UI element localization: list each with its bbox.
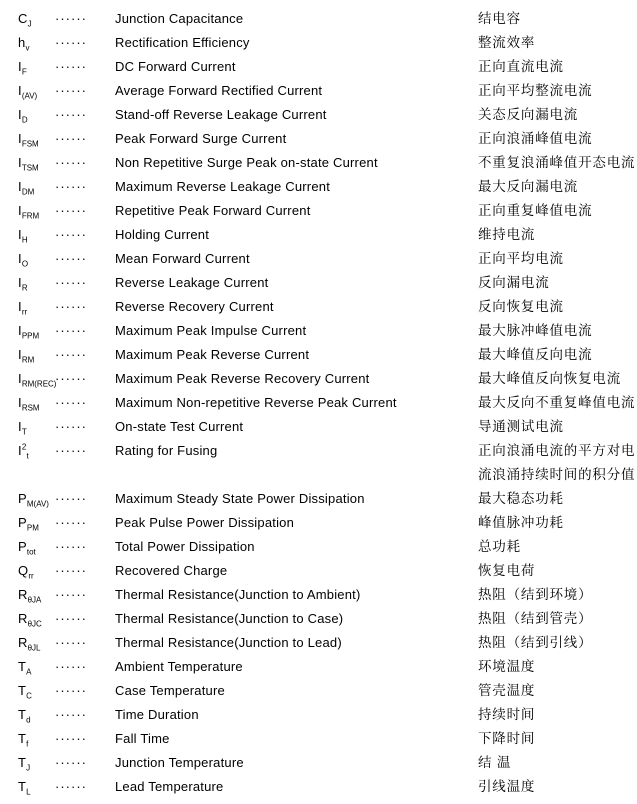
dot-leader: ······	[55, 11, 87, 26]
chinese-term: 管壳温度	[478, 683, 536, 698]
symbol-cell	[18, 31, 29, 55]
chinese-term: 环境温度	[478, 659, 536, 674]
symbol-cell	[18, 415, 27, 439]
dot-leader: ······	[55, 611, 87, 626]
table-row	[0, 343, 637, 367]
symbol-subscript: C	[26, 691, 32, 701]
table-row	[0, 79, 637, 103]
chinese-term: 整流效率	[478, 35, 536, 50]
symbol-cell	[18, 775, 31, 799]
english-term: Maximum Peak Impulse Current	[115, 323, 307, 338]
symbol-main: I	[18, 83, 22, 98]
english-term: Thermal Resistance(Junction to Case)	[115, 611, 344, 626]
english-term: Peak Pulse Power Dissipation	[115, 515, 295, 530]
chinese-term: 最大峰值反向恢复电流	[478, 371, 621, 386]
dot-leader: ······	[55, 371, 87, 386]
symbol-main: I	[18, 107, 22, 122]
symbol-main: I	[18, 323, 22, 338]
table-row	[0, 439, 637, 463]
table-row	[0, 223, 637, 247]
english-term: Case Temperature	[115, 683, 225, 698]
table-row	[0, 319, 637, 343]
english-term: On-state Test Current	[115, 419, 244, 434]
symbol-cell	[18, 7, 32, 31]
chinese-term: 正向平均电流	[478, 251, 564, 266]
symbol-main: I	[18, 131, 22, 146]
symbol-subscript: R	[21, 283, 28, 293]
table-row	[0, 55, 637, 79]
chinese-term: 恢复电荷	[478, 563, 536, 578]
table-row	[0, 775, 637, 799]
table-row	[0, 655, 637, 679]
chinese-term: 最大稳态功耗	[478, 491, 564, 506]
symbol-cell	[18, 343, 34, 367]
symbol-main: I	[18, 371, 22, 386]
symbol-cell	[18, 391, 40, 415]
dot-leader: ······	[55, 491, 87, 506]
dot-leader: ······	[55, 659, 87, 674]
english-term: Rating for Fusing	[115, 443, 218, 458]
chinese-term: 结 温	[478, 755, 512, 770]
english-term: Ambient Temperature	[115, 659, 243, 674]
english-term: Junction Temperature	[115, 755, 244, 770]
symbol-main: Q	[18, 563, 29, 578]
symbol-subscript: FRM	[21, 211, 40, 221]
table-row	[0, 463, 637, 487]
table-row	[0, 559, 637, 583]
symbol-cell	[18, 295, 27, 319]
symbol-main: I	[18, 395, 22, 410]
symbol-cell	[18, 55, 27, 79]
dot-leader: ······	[55, 179, 87, 194]
dot-leader: ······	[55, 683, 87, 698]
table-row	[0, 631, 637, 655]
symbol-main: P	[18, 515, 27, 530]
dot-leader: ······	[55, 755, 87, 770]
english-term: Holding Current	[115, 227, 210, 242]
english-term: Repetitive Peak Forward Current	[115, 203, 311, 218]
dot-leader: ······	[55, 203, 87, 218]
dot-leader: ······	[55, 59, 87, 74]
symbol-cell	[18, 727, 28, 751]
english-term: Non Repetitive Surge Peak on-state Current	[115, 155, 378, 170]
chinese-term: 最大反向漏电流	[478, 179, 579, 194]
symbol-subscript: RM(REC)	[21, 379, 57, 389]
table-row	[0, 751, 637, 775]
english-term: Thermal Resistance(Junction to Ambient)	[115, 587, 361, 602]
english-term: Mean Forward Current	[115, 251, 250, 266]
table-row	[0, 679, 637, 703]
symbol-subscript: PM	[26, 523, 39, 533]
chinese-term: 引线温度	[478, 779, 536, 794]
chinese-term: 热阻（结到环境）	[478, 587, 593, 602]
english-term: Rectification Efficiency	[115, 35, 250, 50]
symbol-main: R	[18, 587, 28, 602]
symbol-main: I	[18, 347, 22, 362]
symbol-cell	[18, 151, 39, 175]
chinese-term: 正向直流电流	[478, 59, 564, 74]
table-row	[0, 367, 637, 391]
table-row	[0, 199, 637, 223]
english-term: Maximum Peak Reverse Current	[115, 347, 310, 362]
symbol-main: T	[18, 659, 27, 674]
table-row	[0, 511, 637, 535]
symbol-subscript: A	[26, 667, 32, 677]
symbol-main: I	[18, 419, 22, 434]
symbol-subscript: TSM	[21, 163, 39, 173]
dot-leader: ······	[55, 779, 87, 794]
symbol-subscript: rr	[21, 307, 28, 317]
symbol-main: R	[18, 635, 28, 650]
table-row	[0, 583, 637, 607]
symbol-subscript: θJL	[27, 643, 41, 653]
chinese-term: 导通测试电流	[478, 419, 564, 434]
symbol-main: I	[18, 275, 22, 290]
symbol-cell	[18, 439, 29, 463]
symbol-cell	[18, 127, 39, 151]
dot-leader: ······	[55, 275, 87, 290]
dot-leader: ······	[55, 587, 87, 602]
symbol-main: C	[18, 11, 28, 26]
chinese-term: 流浪涌持续时间的积分值	[478, 467, 636, 482]
symbol-main: I	[18, 203, 22, 218]
symbol-cell	[18, 79, 37, 103]
symbol-subscript: T	[21, 427, 27, 437]
dot-leader: ······	[55, 731, 87, 746]
dot-leader: ······	[55, 251, 87, 266]
symbol-subscript: J	[26, 763, 31, 773]
dot-leader: ······	[55, 83, 87, 98]
symbol-cell	[18, 175, 34, 199]
symbol-cell	[18, 487, 49, 511]
table-row	[0, 487, 637, 511]
chinese-term: 正向平均整流电流	[478, 83, 593, 98]
symbol-cell	[18, 559, 34, 583]
symbol-main: I	[18, 179, 22, 194]
chinese-term: 正向浪涌电流的平方对电	[478, 443, 636, 458]
symbol-subscript: F	[21, 67, 27, 77]
chinese-term: 持续时间	[478, 707, 536, 722]
dot-leader: ······	[55, 323, 87, 338]
dot-leader: ······	[55, 539, 87, 554]
dot-leader: ······	[55, 707, 87, 722]
chinese-term: 总功耗	[478, 539, 521, 554]
symbol-subscript: (AV)	[21, 91, 38, 101]
symbol-cell	[18, 607, 42, 631]
symbol-subscript: d	[26, 715, 31, 725]
symbol-cell	[18, 535, 36, 559]
symbol-subscript: rr	[28, 571, 34, 581]
table-row	[0, 607, 637, 631]
chinese-term: 反向漏电流	[478, 275, 550, 290]
dot-leader: ······	[55, 347, 87, 362]
symbol-cell	[18, 751, 30, 775]
english-term: Time Duration	[115, 707, 199, 722]
table-row	[0, 127, 637, 151]
symbol-cell	[18, 655, 32, 679]
symbol-main: I	[18, 299, 22, 314]
dot-leader: ······	[55, 131, 87, 146]
symbol-subscript: f	[26, 739, 29, 749]
table-row	[0, 151, 637, 175]
symbol-cell	[18, 247, 28, 271]
symbol-subscript: H	[21, 235, 28, 245]
symbol-subscript: θJC	[27, 619, 42, 629]
chinese-term: 正向浪涌峰值电流	[478, 131, 593, 146]
chinese-term: 结电容	[478, 11, 521, 26]
chinese-term: 不重复浪涌峰值开态电流	[478, 155, 636, 170]
symbol-main: I	[18, 59, 22, 74]
symbol-main: P	[18, 539, 27, 554]
symbol-cell	[18, 511, 39, 535]
table-row	[0, 175, 637, 199]
dot-leader: ······	[55, 107, 87, 122]
table-row	[0, 295, 637, 319]
english-term: Recovered Charge	[115, 563, 228, 578]
symbol-main: T	[18, 731, 27, 746]
symbol-main: T	[18, 755, 27, 770]
english-term: Stand-off Reverse Leakage Current	[115, 107, 327, 122]
symbol-subscript: FSM	[21, 139, 39, 149]
table-row	[0, 271, 637, 295]
dot-leader: ······	[55, 443, 87, 458]
english-term: Reverse Recovery Current	[115, 299, 274, 314]
symbol-main: T	[18, 683, 27, 698]
symbol-subscript: PPM	[21, 331, 40, 341]
symbol-cell	[18, 199, 39, 223]
english-term: Maximum Peak Reverse Recovery Current	[115, 371, 370, 386]
dot-leader: ······	[55, 395, 87, 410]
symbol-subscript: M(AV)	[26, 499, 49, 509]
english-term: DC Forward Current	[115, 59, 236, 74]
symbol-cell	[18, 367, 56, 391]
chinese-term: 正向重复峰值电流	[478, 203, 593, 218]
symbol-superscript: 2	[21, 442, 27, 452]
table-row	[0, 391, 637, 415]
chinese-term: 最大反向不重复峰值电流	[478, 395, 636, 410]
symbol-main: T	[18, 779, 27, 794]
dot-leader: ······	[55, 563, 87, 578]
english-term: Maximum Steady State Power Dissipation	[115, 491, 365, 506]
symbol-subscript: θJA	[27, 595, 42, 605]
symbol-main: I	[18, 227, 22, 242]
chinese-term: 反向恢复电流	[478, 299, 564, 314]
chinese-term: 最大峰值反向电流	[478, 347, 593, 362]
symbol-subscript: t	[26, 451, 29, 461]
dot-leader: ······	[55, 227, 87, 242]
table-row	[0, 727, 637, 751]
dot-leader: ······	[55, 635, 87, 650]
dot-leader: ······	[55, 419, 87, 434]
symbol-subscript: RM	[21, 355, 35, 365]
symbol-subscript: DM	[21, 187, 35, 197]
table-row	[0, 31, 637, 55]
english-term: Total Power Dissipation	[115, 539, 255, 554]
dot-leader: ······	[55, 515, 87, 530]
symbol-cell	[18, 583, 41, 607]
english-term: Peak Forward Surge Current	[115, 131, 287, 146]
table-row	[0, 415, 637, 439]
symbol-main: I	[18, 443, 22, 458]
symbol-main: R	[18, 611, 28, 626]
english-term: Fall Time	[115, 731, 170, 746]
table-row	[0, 535, 637, 559]
dot-leader: ······	[55, 155, 87, 170]
symbol-main: P	[18, 491, 27, 506]
dot-leader: ······	[55, 299, 87, 314]
symbol-main: I	[18, 251, 22, 266]
symbol-cell	[18, 223, 28, 247]
symbol-subscript: RSM	[21, 403, 40, 413]
table-row	[0, 103, 637, 127]
english-term: Average Forward Rectified Current	[115, 83, 323, 98]
chinese-term: 下降时间	[478, 731, 536, 746]
english-term: Thermal Resistance(Junction to Lead)	[115, 635, 342, 650]
chinese-term: 热阻（结到管壳）	[478, 611, 593, 626]
chinese-term: 维持电流	[478, 227, 536, 242]
english-term: Reverse Leakage Current	[115, 275, 269, 290]
dot-leader: ······	[55, 35, 87, 50]
chinese-term: 关态反向漏电流	[478, 107, 579, 122]
symbol-subscript: J	[27, 19, 32, 29]
table-row	[0, 247, 637, 271]
symbol-cell	[18, 103, 28, 127]
symbol-subscript: D	[21, 115, 28, 125]
symbol-main: I	[18, 155, 22, 170]
english-term: Maximum Reverse Leakage Current	[115, 179, 331, 194]
symbol-cell	[18, 703, 31, 727]
table-row	[0, 7, 637, 31]
symbol-main: T	[18, 707, 27, 722]
symbol-cell	[18, 319, 39, 343]
symbol-main: h	[18, 35, 26, 50]
symbol-cell	[18, 271, 28, 295]
symbol-subscript: L	[26, 787, 31, 797]
english-term: Junction Capacitance	[115, 11, 244, 26]
symbol-subscript: v	[25, 43, 30, 53]
symbol-cell	[18, 679, 32, 703]
chinese-term: 峰值脉冲功耗	[478, 515, 564, 530]
chinese-term: 热阻（结到引线）	[478, 635, 593, 650]
chinese-term: 最大脉冲峰值电流	[478, 323, 593, 338]
english-term: Lead Temperature	[115, 779, 224, 794]
symbol-subscript: O	[21, 259, 29, 269]
symbol-subscript: tot	[26, 547, 36, 557]
symbol-cell	[18, 631, 41, 655]
table-row	[0, 703, 637, 727]
english-term: Maximum Non-repetitive Reverse Peak Current	[115, 395, 397, 410]
